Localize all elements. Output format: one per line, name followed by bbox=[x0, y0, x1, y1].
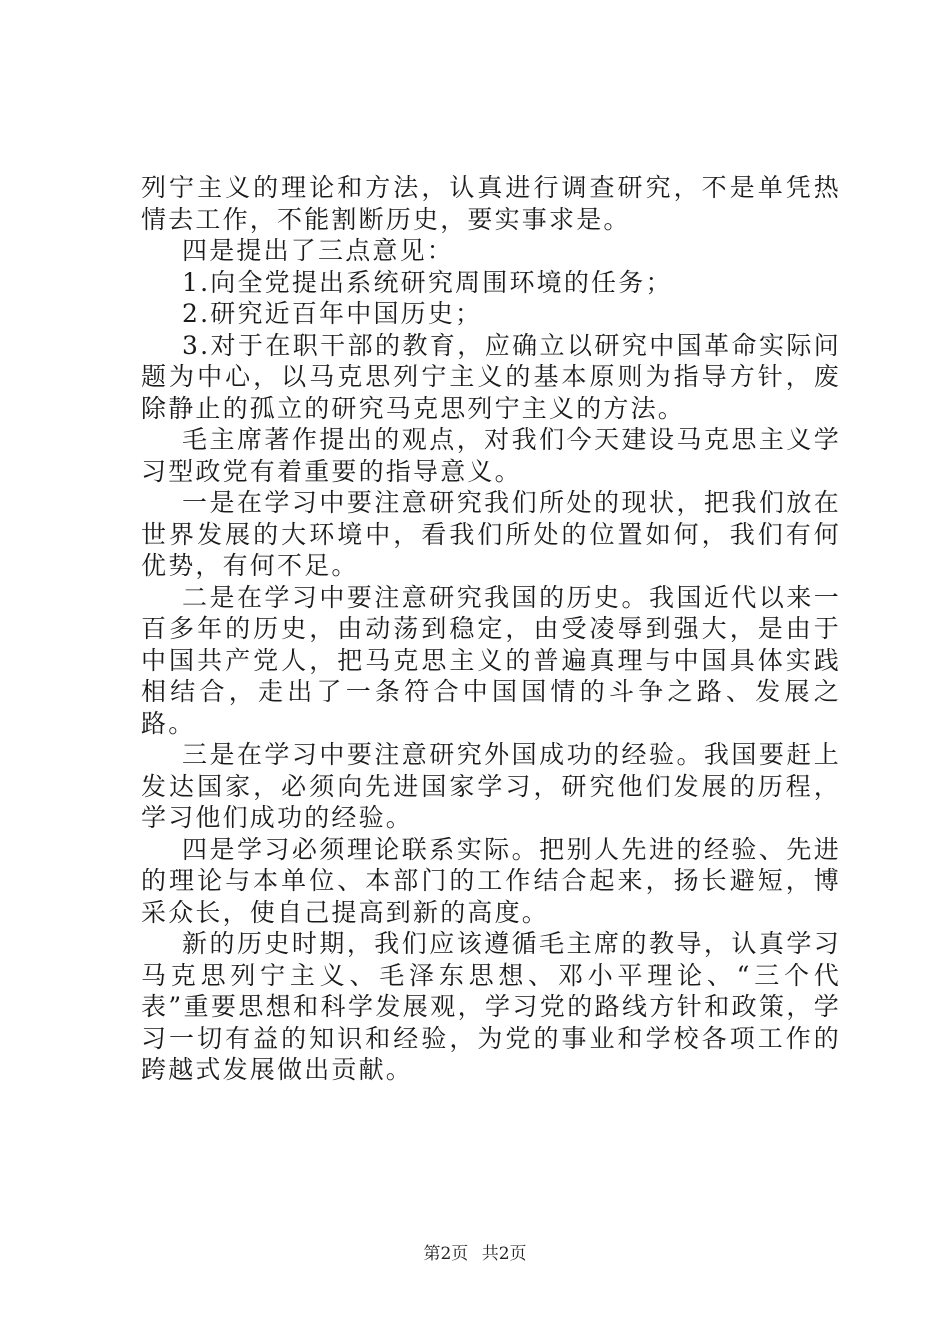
page-number: 第2页 bbox=[423, 1244, 469, 1264]
page-footer bbox=[0, 1243, 950, 1265]
paragraph-opinion-2: 2.研究近百年中国历史； bbox=[182, 299, 483, 328]
document-body bbox=[141, 172, 841, 1086]
paragraph-opinion-3: 3.对于在职干部的教育，应确立以研究中国革命实际问题为中心，以马克思列宁主义的基本原则为指导方针，废除静止的孤立的研究马克思列宁主义的方法。 bbox=[141, 330, 841, 423]
paragraph-point-four: 四是学习必须理论联系实际。把别人先进的经验、先进的理论与本单位、本部门的工作结合起来，扬长避短，博采众长，使自己提高到新的高度。 bbox=[141, 834, 841, 927]
paragraph-point-three: 三是在学习中要注意研究外国成功的经验。我国要赶上发达国家，必须向先进国家学习，研究他们发展的历程，学习他们成功的经验。 bbox=[141, 740, 841, 832]
paragraph-conclusion: 新的历史时期，我们应该遵循毛主席的教导，认真学习马克思列宁主义、毛泽东思想、邓小平理论、“三个代表”重要思想和科学发展观，学习党的路线方针和政策，学习一切有益的知识和经验，为党的事业和学校各项工作的跨越式发展做出贡献。 bbox=[141, 929, 841, 1084]
paragraph-continuation: 列宁主义的理论和方法，认真进行调查研究，不是单凭热情去工作，不能割断历史，要实事求是。 bbox=[141, 173, 841, 234]
paragraph-point-two: 二是在学习中要注意研究我国的历史。我国近代以来一百多年的历史，由动荡到稳定，由受凌辱到强大，是由于中国共产党人，把马克思主义的普遍真理与中国具体实践相结合，走出了一条符合中国国情的斗争之路、发展之路。 bbox=[141, 582, 841, 738]
page-total: 共2页 bbox=[481, 1244, 527, 1264]
paragraph-point-one: 一是在学习中要注意研究我们所处的现状，把我们放在世界发展的大环境中，看我们所处的位置如何，我们有何优势，有何不足。 bbox=[141, 488, 841, 580]
paragraph-point-four-heading: 四是提出了三点意见： bbox=[182, 236, 455, 265]
paragraph-significance: 毛主席著作提出的观点，对我们今天建设马克思主义学习型政党有着重要的指导意义。 bbox=[141, 425, 841, 486]
paragraph-opinion-1: 1.向全党提出系统研究周围环境的任务； bbox=[182, 267, 673, 297]
